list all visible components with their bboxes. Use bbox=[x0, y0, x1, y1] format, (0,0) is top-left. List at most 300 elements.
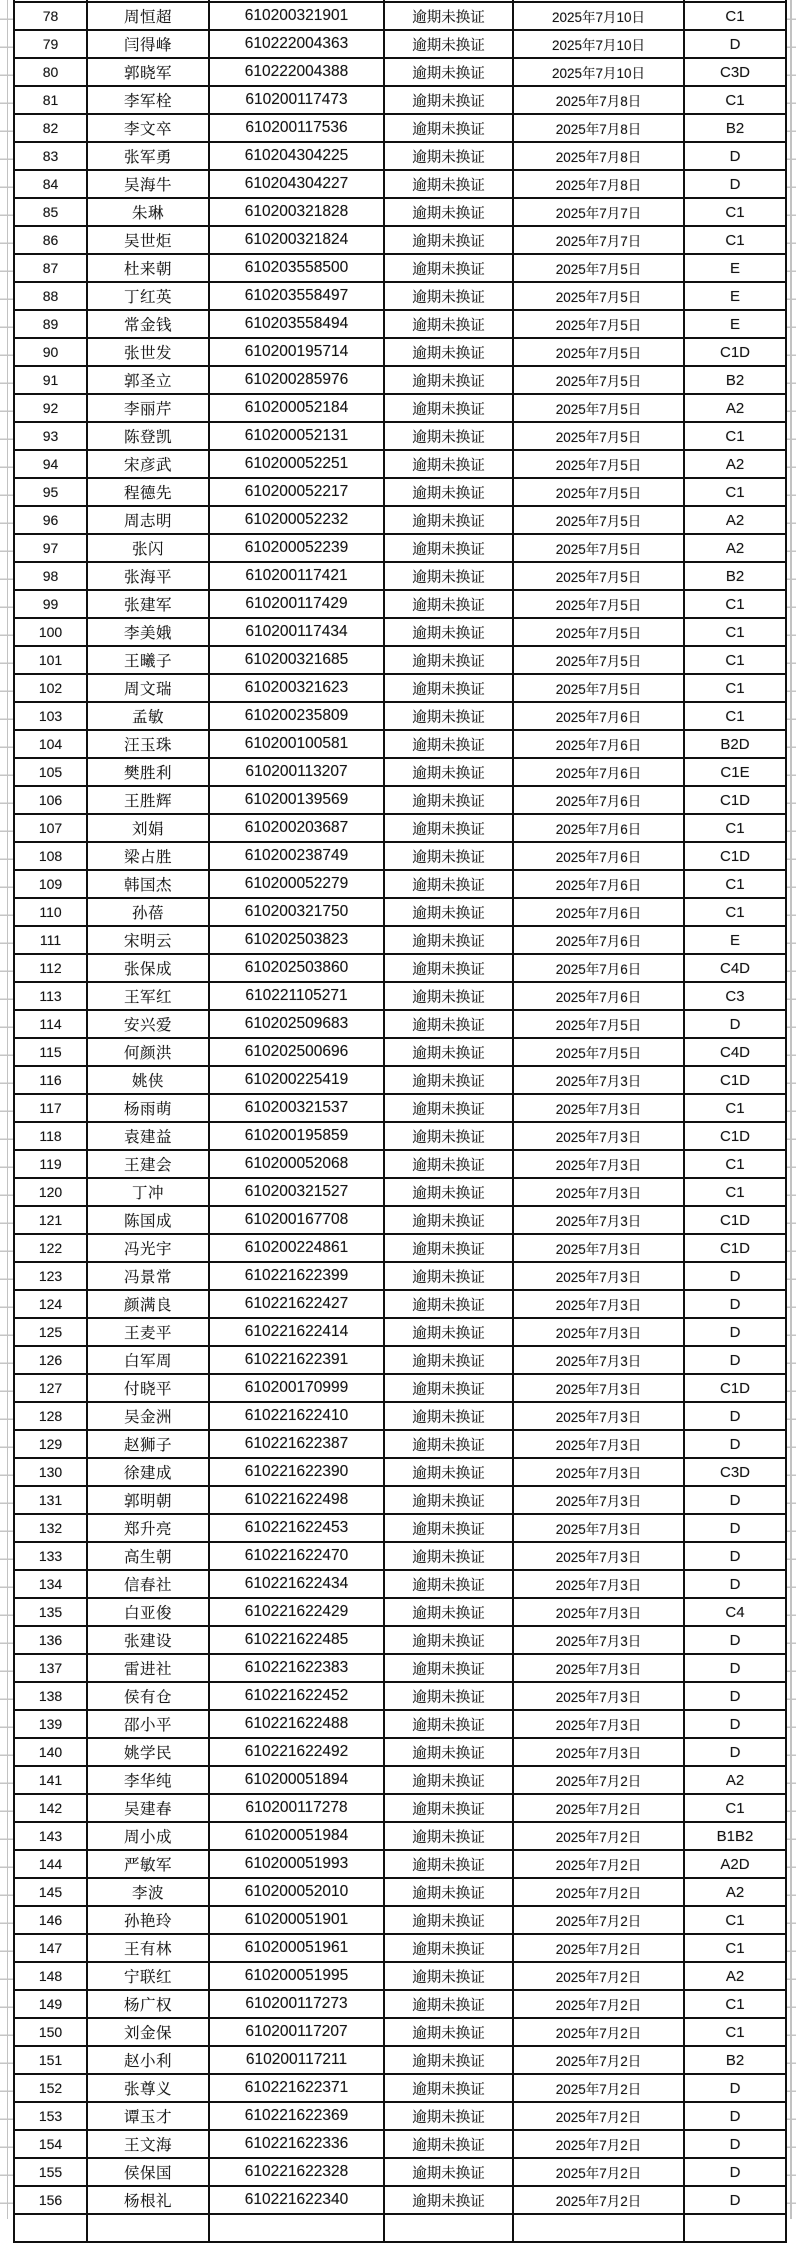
row-index-cell: 141 bbox=[15, 1767, 88, 1795]
name-cell: 宋明云 bbox=[88, 927, 210, 955]
license-number-cell: 610200052068 bbox=[210, 1151, 385, 1179]
date-cell: 2025年7月2日 bbox=[514, 2103, 685, 2131]
status-cell: 逾期未换证 bbox=[385, 1039, 514, 1067]
partial-status-cell bbox=[385, 2215, 514, 2243]
name-cell: 白军周 bbox=[88, 1347, 210, 1375]
date-cell: 2025年7月7日 bbox=[514, 199, 685, 227]
row-index-cell: 138 bbox=[15, 1683, 88, 1711]
license-number-cell: 610221622340 bbox=[210, 2187, 385, 2215]
row-index-cell: 148 bbox=[15, 1963, 88, 1991]
license-class-cell: C1 bbox=[685, 899, 787, 927]
license-class-cell: C3D bbox=[685, 1459, 787, 1487]
row-index-cell: 106 bbox=[15, 787, 88, 815]
license-class-cell: C1 bbox=[685, 423, 787, 451]
date-cell: 2025年7月5日 bbox=[514, 479, 685, 507]
name-cell: 周文瑞 bbox=[88, 675, 210, 703]
date-cell: 2025年7月5日 bbox=[514, 507, 685, 535]
license-number-cell: 610221622371 bbox=[210, 2075, 385, 2103]
license-number-cell: 610221622387 bbox=[210, 1431, 385, 1459]
name-cell: 吴金洲 bbox=[88, 1403, 210, 1431]
date-cell: 2025年7月6日 bbox=[514, 843, 685, 871]
partial-name-cell bbox=[88, 2215, 210, 2243]
status-cell: 逾期未换证 bbox=[385, 423, 514, 451]
row-index-cell: 82 bbox=[15, 115, 88, 143]
license-number-cell: 610202509683 bbox=[210, 1011, 385, 1039]
license-number-cell: 610222004363 bbox=[210, 31, 385, 59]
row-index-cell: 107 bbox=[15, 815, 88, 843]
name-cell: 常金钱 bbox=[88, 311, 210, 339]
row-index-cell: 150 bbox=[15, 2019, 88, 2047]
name-cell: 李美娥 bbox=[88, 619, 210, 647]
license-number-cell: 610200167708 bbox=[210, 1207, 385, 1235]
status-cell: 逾期未换证 bbox=[385, 395, 514, 423]
row-index-cell: 123 bbox=[15, 1263, 88, 1291]
date-cell: 2025年7月5日 bbox=[514, 451, 685, 479]
status-cell: 逾期未换证 bbox=[385, 1431, 514, 1459]
name-cell: 闫得峰 bbox=[88, 31, 210, 59]
license-class-cell: C1 bbox=[685, 1935, 787, 1963]
status-cell: 逾期未换证 bbox=[385, 143, 514, 171]
status-cell: 逾期未换证 bbox=[385, 367, 514, 395]
status-cell: 逾期未换证 bbox=[385, 1515, 514, 1543]
date-cell: 2025年7月3日 bbox=[514, 1683, 685, 1711]
status-cell: 逾期未换证 bbox=[385, 1067, 514, 1095]
license-class-cell: D bbox=[685, 1711, 787, 1739]
license-number-cell: 610203558494 bbox=[210, 311, 385, 339]
license-class-cell: A2 bbox=[685, 1963, 787, 1991]
name-cell: 杨根礼 bbox=[88, 2187, 210, 2215]
name-cell: 姚学民 bbox=[88, 1739, 210, 1767]
status-cell: 逾期未换证 bbox=[385, 871, 514, 899]
license-number-cell: 610200117421 bbox=[210, 563, 385, 591]
license-class-cell: D bbox=[685, 1515, 787, 1543]
license-number-cell: 610200235809 bbox=[210, 703, 385, 731]
date-cell: 2025年7月3日 bbox=[514, 1151, 685, 1179]
license-number-cell: 610200195714 bbox=[210, 339, 385, 367]
status-cell: 逾期未换证 bbox=[385, 1655, 514, 1683]
row-index-cell: 95 bbox=[15, 479, 88, 507]
license-class-cell: B2 bbox=[685, 367, 787, 395]
status-cell: 逾期未换证 bbox=[385, 955, 514, 983]
license-number-cell: 610200100581 bbox=[210, 731, 385, 759]
status-cell: 逾期未换证 bbox=[385, 591, 514, 619]
license-number-cell: 610221622336 bbox=[210, 2131, 385, 2159]
name-cell: 雷进社 bbox=[88, 1655, 210, 1683]
date-cell: 2025年7月3日 bbox=[514, 1235, 685, 1263]
name-cell: 李丽芹 bbox=[88, 395, 210, 423]
license-number-cell: 610200052239 bbox=[210, 535, 385, 563]
license-class-cell: C1 bbox=[685, 1095, 787, 1123]
date-cell: 2025年7月10日 bbox=[514, 3, 685, 31]
name-cell: 王胜辉 bbox=[88, 787, 210, 815]
row-index-cell: 85 bbox=[15, 199, 88, 227]
license-class-cell: A2 bbox=[685, 1879, 787, 1907]
license-number-cell: 610221622498 bbox=[210, 1487, 385, 1515]
row-index-cell: 94 bbox=[15, 451, 88, 479]
row-index-cell: 114 bbox=[15, 1011, 88, 1039]
row-index-cell: 86 bbox=[15, 227, 88, 255]
name-cell: 郭晓军 bbox=[88, 59, 210, 87]
license-number-cell: 610200170999 bbox=[210, 1375, 385, 1403]
date-cell: 2025年7月2日 bbox=[514, 1963, 685, 1991]
name-cell: 付晓平 bbox=[88, 1375, 210, 1403]
row-index-cell: 79 bbox=[15, 31, 88, 59]
license-number-cell: 610200238749 bbox=[210, 843, 385, 871]
date-cell: 2025年7月6日 bbox=[514, 955, 685, 983]
date-cell: 2025年7月3日 bbox=[514, 1123, 685, 1151]
row-index-cell: 116 bbox=[15, 1067, 88, 1095]
row-index-cell: 81 bbox=[15, 87, 88, 115]
license-class-cell: D bbox=[685, 1319, 787, 1347]
name-cell: 赵小利 bbox=[88, 2047, 210, 2075]
row-index-cell: 103 bbox=[15, 703, 88, 731]
date-cell: 2025年7月2日 bbox=[514, 2019, 685, 2047]
row-index-cell: 92 bbox=[15, 395, 88, 423]
status-cell: 逾期未换证 bbox=[385, 1347, 514, 1375]
license-number-cell: 610204304227 bbox=[210, 171, 385, 199]
date-cell: 2025年7月3日 bbox=[514, 1347, 685, 1375]
row-index-cell: 155 bbox=[15, 2159, 88, 2187]
date-cell: 2025年7月6日 bbox=[514, 927, 685, 955]
name-cell: 张建军 bbox=[88, 591, 210, 619]
license-number-cell: 610200321527 bbox=[210, 1179, 385, 1207]
license-number-cell: 610200117429 bbox=[210, 591, 385, 619]
name-cell: 李军栓 bbox=[88, 87, 210, 115]
name-cell: 韩国杰 bbox=[88, 871, 210, 899]
license-number-cell: 610200051984 bbox=[210, 1823, 385, 1851]
row-index-cell: 122 bbox=[15, 1235, 88, 1263]
row-index-cell: 118 bbox=[15, 1123, 88, 1151]
date-cell: 2025年7月2日 bbox=[514, 1767, 685, 1795]
license-number-cell: 610221622488 bbox=[210, 1711, 385, 1739]
name-cell: 郭明朝 bbox=[88, 1487, 210, 1515]
row-index-cell: 130 bbox=[15, 1459, 88, 1487]
license-number-cell: 610202500696 bbox=[210, 1039, 385, 1067]
name-cell: 安兴爱 bbox=[88, 1011, 210, 1039]
row-index-cell: 88 bbox=[15, 283, 88, 311]
row-index-cell: 101 bbox=[15, 647, 88, 675]
name-cell: 杨雨萌 bbox=[88, 1095, 210, 1123]
status-cell: 逾期未换证 bbox=[385, 1963, 514, 1991]
license-class-cell: C1 bbox=[685, 199, 787, 227]
status-cell: 逾期未换证 bbox=[385, 1263, 514, 1291]
license-number-cell: 610200203687 bbox=[210, 815, 385, 843]
left-edge-sliver bbox=[0, 0, 13, 2219]
status-cell: 逾期未换证 bbox=[385, 675, 514, 703]
name-cell: 孟敏 bbox=[88, 703, 210, 731]
license-number-cell: 610200321828 bbox=[210, 199, 385, 227]
row-index-cell: 135 bbox=[15, 1599, 88, 1627]
name-cell: 吴海牛 bbox=[88, 171, 210, 199]
license-class-cell: D bbox=[685, 143, 787, 171]
license-class-cell: E bbox=[685, 311, 787, 339]
name-cell: 徐建成 bbox=[88, 1459, 210, 1487]
date-cell: 2025年7月5日 bbox=[514, 675, 685, 703]
status-cell: 逾期未换证 bbox=[385, 31, 514, 59]
license-class-cell: C1 bbox=[685, 1991, 787, 2019]
name-cell: 严敏军 bbox=[88, 1851, 210, 1879]
row-index-cell: 108 bbox=[15, 843, 88, 871]
date-cell: 2025年7月3日 bbox=[514, 1739, 685, 1767]
name-cell: 丁红英 bbox=[88, 283, 210, 311]
license-class-cell: C1 bbox=[685, 2019, 787, 2047]
name-cell: 李文卒 bbox=[88, 115, 210, 143]
date-cell: 2025年7月3日 bbox=[514, 1207, 685, 1235]
license-number-cell: 610200052279 bbox=[210, 871, 385, 899]
status-cell: 逾期未换证 bbox=[385, 1235, 514, 1263]
license-number-cell: 610200052217 bbox=[210, 479, 385, 507]
license-number-cell: 610200321901 bbox=[210, 3, 385, 31]
license-class-cell: C1 bbox=[685, 703, 787, 731]
status-cell: 逾期未换证 bbox=[385, 1319, 514, 1347]
license-class-cell: D bbox=[685, 1291, 787, 1319]
date-cell: 2025年7月2日 bbox=[514, 1935, 685, 1963]
license-class-cell: D bbox=[685, 171, 787, 199]
name-cell: 王军红 bbox=[88, 983, 210, 1011]
name-cell: 张保成 bbox=[88, 955, 210, 983]
row-index-cell: 128 bbox=[15, 1403, 88, 1431]
row-index-cell: 110 bbox=[15, 899, 88, 927]
partial-row-index-cell bbox=[15, 2215, 88, 2243]
license-number-cell: 610200225419 bbox=[210, 1067, 385, 1095]
row-index-cell: 117 bbox=[15, 1095, 88, 1123]
license-number-cell: 610221622369 bbox=[210, 2103, 385, 2131]
status-cell: 逾期未换证 bbox=[385, 283, 514, 311]
row-index-cell: 147 bbox=[15, 1935, 88, 1963]
license-class-cell: A2 bbox=[685, 1767, 787, 1795]
status-cell: 逾期未换证 bbox=[385, 1767, 514, 1795]
date-cell: 2025年7月5日 bbox=[514, 339, 685, 367]
license-class-cell: C1 bbox=[685, 815, 787, 843]
row-index-cell: 139 bbox=[15, 1711, 88, 1739]
date-cell: 2025年7月3日 bbox=[514, 1319, 685, 1347]
status-cell: 逾期未换证 bbox=[385, 59, 514, 87]
date-cell: 2025年7月5日 bbox=[514, 311, 685, 339]
status-cell: 逾期未换证 bbox=[385, 171, 514, 199]
name-cell: 杨广权 bbox=[88, 1991, 210, 2019]
name-cell: 王建会 bbox=[88, 1151, 210, 1179]
status-cell: 逾期未换证 bbox=[385, 1011, 514, 1039]
license-class-cell: C1D bbox=[685, 1067, 787, 1095]
date-cell: 2025年7月5日 bbox=[514, 395, 685, 423]
name-cell: 樊胜利 bbox=[88, 759, 210, 787]
license-number-cell: 610200052184 bbox=[210, 395, 385, 423]
name-cell: 何颜洪 bbox=[88, 1039, 210, 1067]
name-cell: 张建设 bbox=[88, 1627, 210, 1655]
license-class-cell: A2 bbox=[685, 535, 787, 563]
status-cell: 逾期未换证 bbox=[385, 1991, 514, 2019]
name-cell: 杜来朝 bbox=[88, 255, 210, 283]
license-number-cell: 610221105271 bbox=[210, 983, 385, 1011]
license-class-cell: C1 bbox=[685, 1179, 787, 1207]
license-number-cell: 610221622427 bbox=[210, 1291, 385, 1319]
row-index-cell: 102 bbox=[15, 675, 88, 703]
right-edge-sliver bbox=[787, 0, 796, 2219]
status-cell: 逾期未换证 bbox=[385, 1851, 514, 1879]
row-index-cell: 105 bbox=[15, 759, 88, 787]
name-cell: 袁建益 bbox=[88, 1123, 210, 1151]
name-cell: 李华纯 bbox=[88, 1767, 210, 1795]
name-cell: 周志明 bbox=[88, 507, 210, 535]
status-cell: 逾期未换证 bbox=[385, 2103, 514, 2131]
date-cell: 2025年7月6日 bbox=[514, 759, 685, 787]
license-number-cell: 610200051993 bbox=[210, 1851, 385, 1879]
date-cell: 2025年7月6日 bbox=[514, 815, 685, 843]
license-class-cell: A2 bbox=[685, 395, 787, 423]
status-cell: 逾期未换证 bbox=[385, 1291, 514, 1319]
status-cell: 逾期未换证 bbox=[385, 2159, 514, 2187]
license-number-cell: 610202503860 bbox=[210, 955, 385, 983]
license-class-cell: D bbox=[685, 1263, 787, 1291]
row-index-cell: 129 bbox=[15, 1431, 88, 1459]
row-index-cell: 78 bbox=[15, 3, 88, 31]
license-class-cell: D bbox=[685, 2075, 787, 2103]
name-cell: 高生朝 bbox=[88, 1543, 210, 1571]
date-cell: 2025年7月2日 bbox=[514, 2159, 685, 2187]
name-cell: 王曦子 bbox=[88, 647, 210, 675]
status-cell: 逾期未换证 bbox=[385, 507, 514, 535]
license-class-cell: B2 bbox=[685, 563, 787, 591]
status-cell: 逾期未换证 bbox=[385, 535, 514, 563]
row-index-cell: 100 bbox=[15, 619, 88, 647]
name-cell: 王麦平 bbox=[88, 1319, 210, 1347]
date-cell: 2025年7月8日 bbox=[514, 171, 685, 199]
name-cell: 信春社 bbox=[88, 1571, 210, 1599]
name-cell: 周小成 bbox=[88, 1823, 210, 1851]
row-index-cell: 156 bbox=[15, 2187, 88, 2215]
row-index-cell: 153 bbox=[15, 2103, 88, 2131]
status-cell: 逾期未换证 bbox=[385, 927, 514, 955]
status-cell: 逾期未换证 bbox=[385, 787, 514, 815]
license-class-cell: A2D bbox=[685, 1851, 787, 1879]
row-index-cell: 126 bbox=[15, 1347, 88, 1375]
license-class-cell: C1 bbox=[685, 647, 787, 675]
row-index-cell: 132 bbox=[15, 1515, 88, 1543]
name-cell: 吴建春 bbox=[88, 1795, 210, 1823]
name-cell: 汪玉珠 bbox=[88, 731, 210, 759]
row-index-cell: 111 bbox=[15, 927, 88, 955]
status-cell: 逾期未换证 bbox=[385, 1403, 514, 1431]
status-cell: 逾期未换证 bbox=[385, 87, 514, 115]
license-class-cell: D bbox=[685, 2159, 787, 2187]
status-cell: 逾期未换证 bbox=[385, 451, 514, 479]
license-class-cell: C1D bbox=[685, 843, 787, 871]
row-index-cell: 127 bbox=[15, 1375, 88, 1403]
row-index-cell: 121 bbox=[15, 1207, 88, 1235]
left-sliver-gridline bbox=[7, 0, 9, 2219]
date-cell: 2025年7月3日 bbox=[514, 1571, 685, 1599]
date-cell: 2025年7月2日 bbox=[514, 1851, 685, 1879]
row-index-cell: 142 bbox=[15, 1795, 88, 1823]
license-class-cell: C1 bbox=[685, 479, 787, 507]
license-number-cell: 610200117434 bbox=[210, 619, 385, 647]
date-cell: 2025年7月2日 bbox=[514, 2047, 685, 2075]
license-number-cell: 610200051901 bbox=[210, 1907, 385, 1935]
status-cell: 逾期未换证 bbox=[385, 647, 514, 675]
date-cell: 2025年7月10日 bbox=[514, 59, 685, 87]
license-number-cell: 610200051995 bbox=[210, 1963, 385, 1991]
date-cell: 2025年7月7日 bbox=[514, 227, 685, 255]
license-class-cell: C1 bbox=[685, 227, 787, 255]
license-number-cell: 610221622383 bbox=[210, 1655, 385, 1683]
date-cell: 2025年7月3日 bbox=[514, 1291, 685, 1319]
license-class-cell: C1 bbox=[685, 1795, 787, 1823]
license-class-cell: E bbox=[685, 283, 787, 311]
license-number-cell: 610200117211 bbox=[210, 2047, 385, 2075]
row-index-cell: 83 bbox=[15, 143, 88, 171]
name-cell: 孙艳玲 bbox=[88, 1907, 210, 1935]
license-class-cell: D bbox=[685, 1011, 787, 1039]
date-cell: 2025年7月5日 bbox=[514, 563, 685, 591]
name-cell: 郑升亮 bbox=[88, 1515, 210, 1543]
license-class-cell: C3D bbox=[685, 59, 787, 87]
license-number-cell: 610221622328 bbox=[210, 2159, 385, 2187]
date-cell: 2025年7月3日 bbox=[514, 1263, 685, 1291]
status-cell: 逾期未换证 bbox=[385, 1627, 514, 1655]
license-number-cell: 610200224861 bbox=[210, 1235, 385, 1263]
name-cell: 丁冲 bbox=[88, 1179, 210, 1207]
status-cell: 逾期未换证 bbox=[385, 759, 514, 787]
name-cell: 朱琳 bbox=[88, 199, 210, 227]
license-class-cell: C1D bbox=[685, 787, 787, 815]
license-class-cell: D bbox=[685, 31, 787, 59]
status-cell: 逾期未换证 bbox=[385, 1739, 514, 1767]
license-class-cell: D bbox=[685, 1655, 787, 1683]
status-cell: 逾期未换证 bbox=[385, 1095, 514, 1123]
license-number-cell: 610200117207 bbox=[210, 2019, 385, 2047]
name-cell: 陈登凯 bbox=[88, 423, 210, 451]
status-cell: 逾期未换证 bbox=[385, 227, 514, 255]
license-class-cell: C1D bbox=[685, 1123, 787, 1151]
name-cell: 王有林 bbox=[88, 1935, 210, 1963]
name-cell: 冯景常 bbox=[88, 1263, 210, 1291]
name-cell: 陈国成 bbox=[88, 1207, 210, 1235]
license-class-cell: D bbox=[685, 1571, 787, 1599]
license-class-cell: B2 bbox=[685, 115, 787, 143]
license-number-cell: 610221622453 bbox=[210, 1515, 385, 1543]
row-index-cell: 96 bbox=[15, 507, 88, 535]
license-number-cell: 610221622391 bbox=[210, 1347, 385, 1375]
date-cell: 2025年7月3日 bbox=[514, 1515, 685, 1543]
license-number-cell: 610200113207 bbox=[210, 759, 385, 787]
status-cell: 逾期未换证 bbox=[385, 2047, 514, 2075]
license-number-cell: 610200321750 bbox=[210, 899, 385, 927]
date-cell: 2025年7月5日 bbox=[514, 535, 685, 563]
date-cell: 2025年7月3日 bbox=[514, 1487, 685, 1515]
name-cell: 白亚俊 bbox=[88, 1599, 210, 1627]
row-index-cell: 99 bbox=[15, 591, 88, 619]
row-index-cell: 137 bbox=[15, 1655, 88, 1683]
license-class-cell: C1D bbox=[685, 1235, 787, 1263]
status-cell: 逾期未换证 bbox=[385, 2187, 514, 2215]
date-cell: 2025年7月3日 bbox=[514, 1627, 685, 1655]
name-cell: 刘娟 bbox=[88, 815, 210, 843]
status-cell: 逾期未换证 bbox=[385, 815, 514, 843]
status-cell: 逾期未换证 bbox=[385, 1683, 514, 1711]
status-cell: 逾期未换证 bbox=[385, 1151, 514, 1179]
license-number-cell: 610221622434 bbox=[210, 1571, 385, 1599]
row-index-cell: 112 bbox=[15, 955, 88, 983]
license-number-cell: 610200051961 bbox=[210, 1935, 385, 1963]
row-index-cell: 120 bbox=[15, 1179, 88, 1207]
date-cell: 2025年7月6日 bbox=[514, 787, 685, 815]
row-index-cell: 113 bbox=[15, 983, 88, 1011]
license-class-cell: C3 bbox=[685, 983, 787, 1011]
license-class-cell: C1 bbox=[685, 871, 787, 899]
date-cell: 2025年7月5日 bbox=[514, 367, 685, 395]
status-cell: 逾期未换证 bbox=[385, 983, 514, 1011]
status-cell: 逾期未换证 bbox=[385, 479, 514, 507]
